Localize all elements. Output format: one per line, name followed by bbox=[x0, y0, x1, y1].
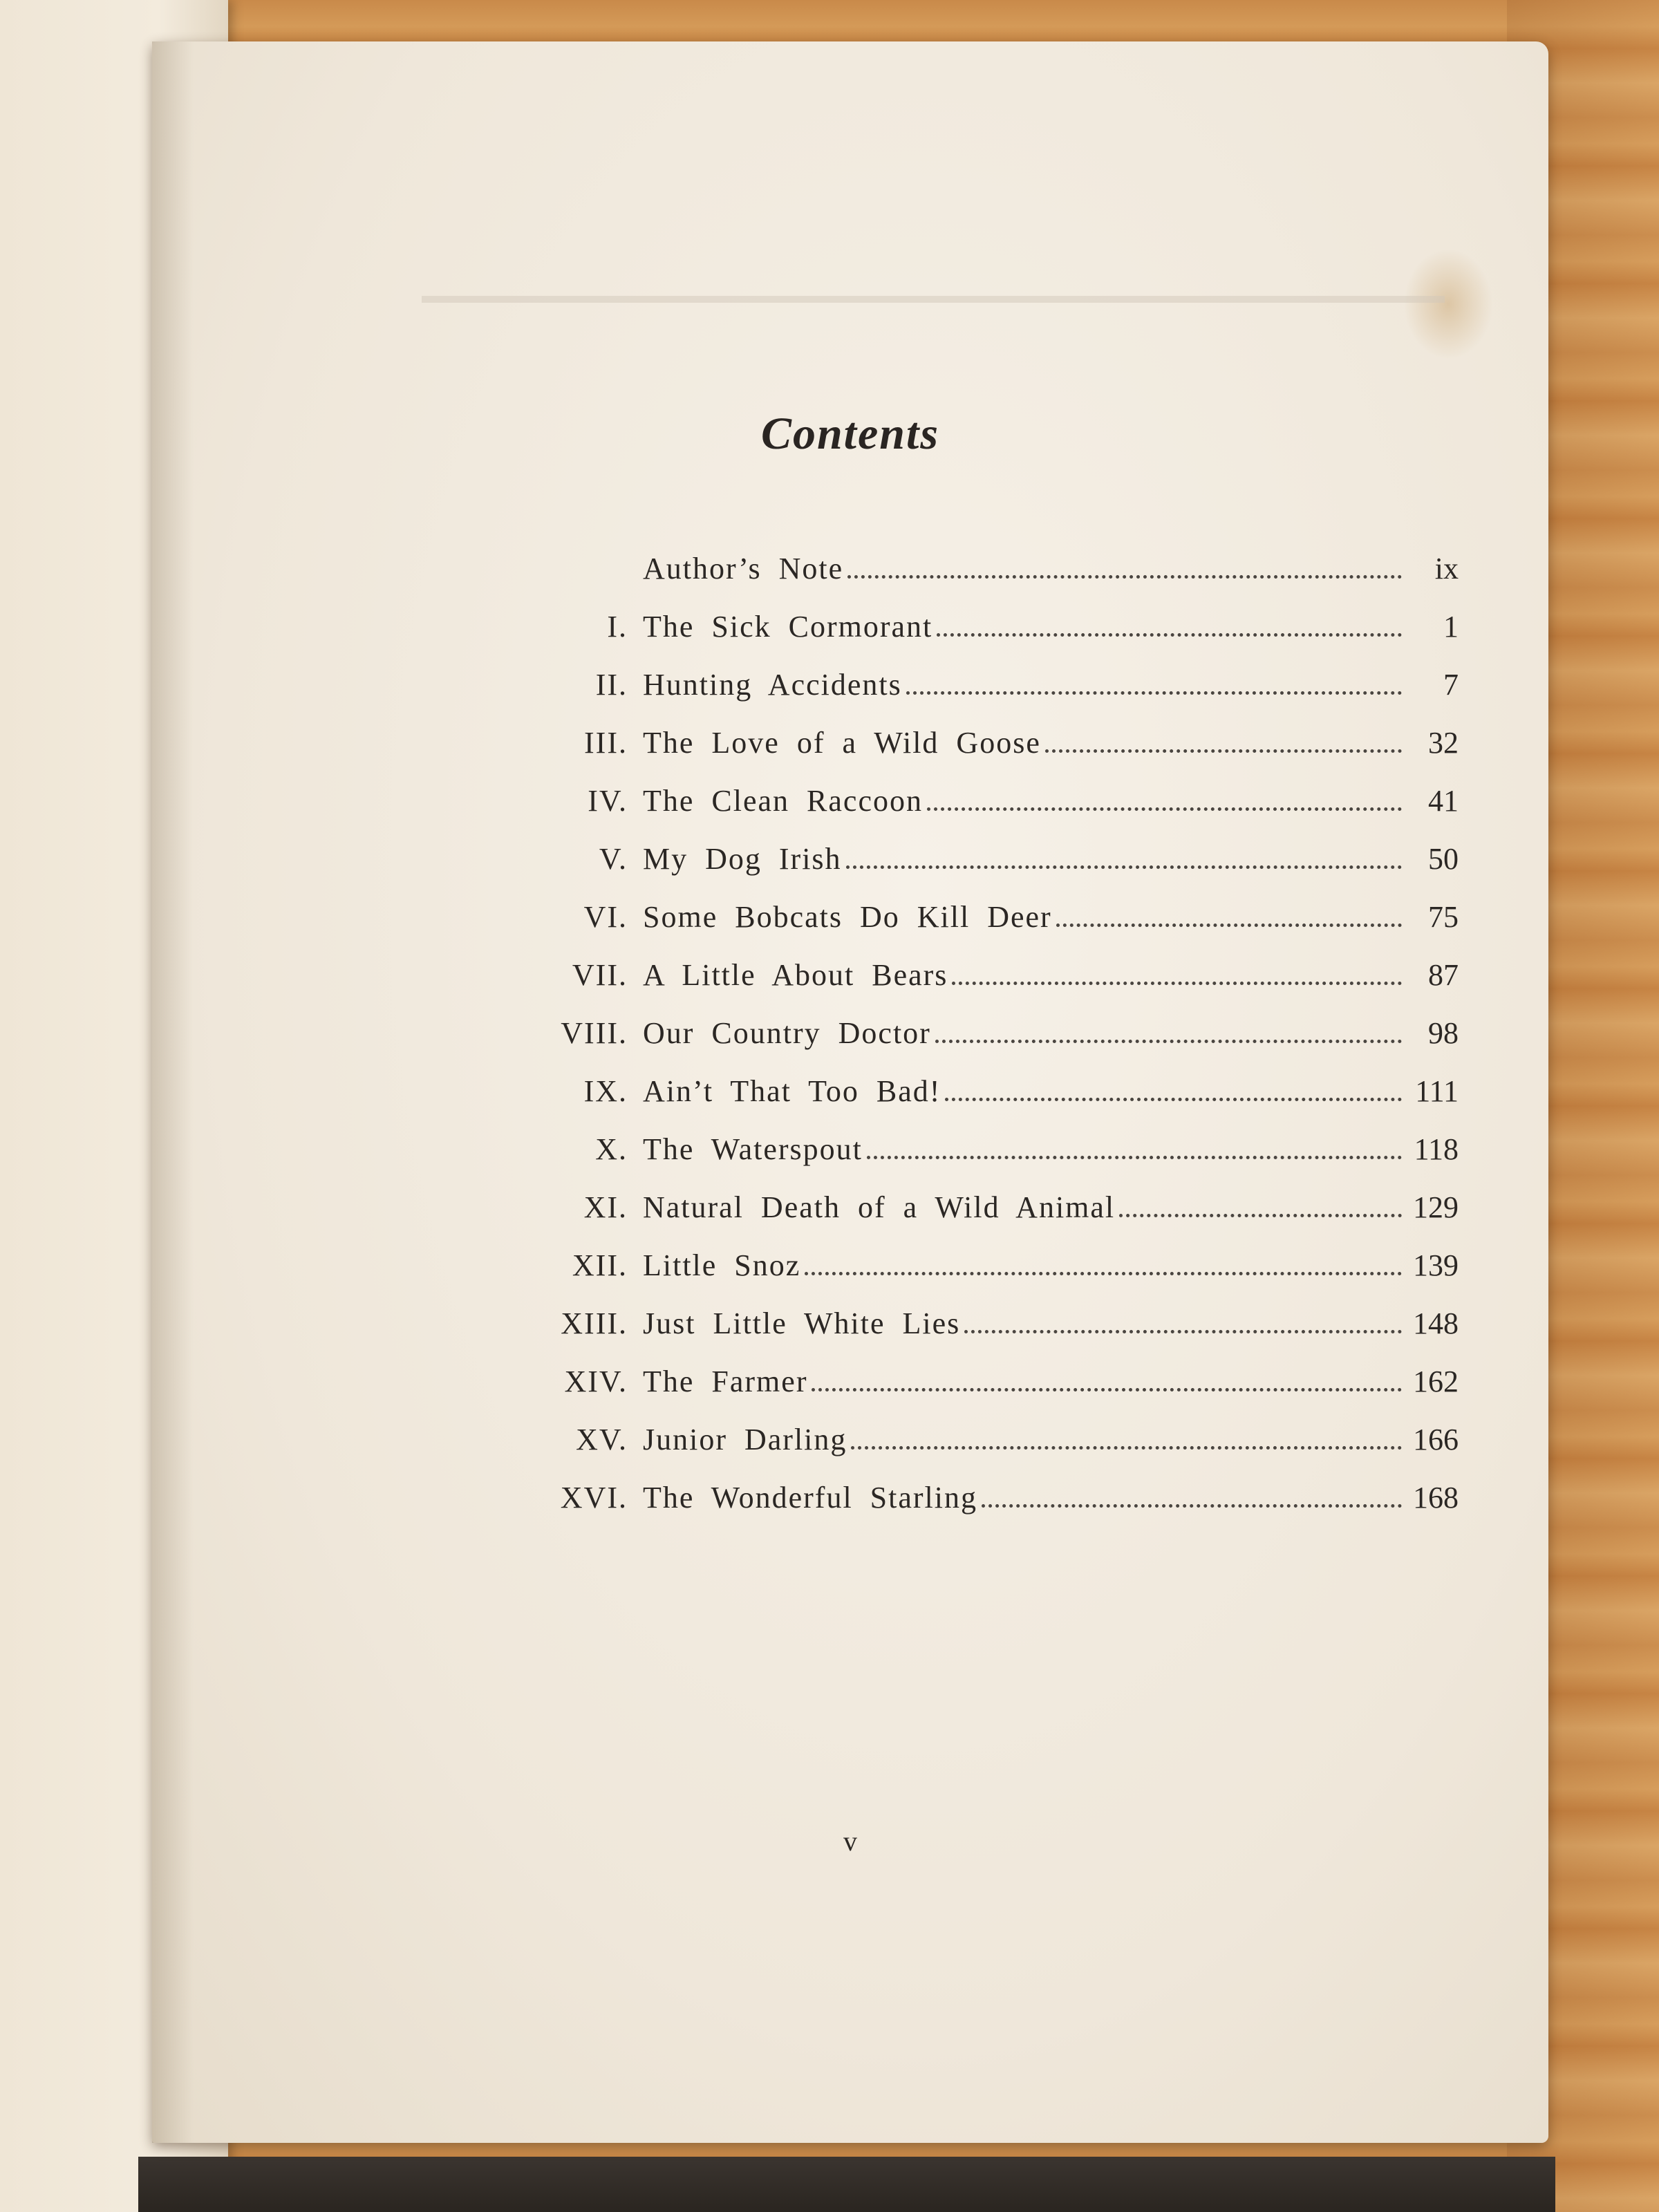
chapter-title: The Wonderful Starling bbox=[643, 1480, 978, 1515]
dot-leader bbox=[847, 575, 1402, 579]
toc-entry bbox=[380, 655, 1459, 713]
page-number: 139 bbox=[1413, 1248, 1459, 1282]
toc-entry bbox=[380, 713, 1459, 771]
toc-entry bbox=[380, 1236, 1459, 1294]
chapter-title: Hunting Accidents bbox=[643, 667, 902, 702]
dot-leader bbox=[1119, 1214, 1402, 1217]
dot-leader bbox=[812, 1388, 1402, 1391]
faint-bleed-line bbox=[422, 296, 1445, 303]
chapter-title: Junior Darling bbox=[643, 1422, 847, 1456]
toc-entry bbox=[380, 888, 1459, 946]
dot-leader bbox=[805, 1272, 1402, 1275]
toc-entry bbox=[380, 830, 1459, 888]
chapter-number: VI. bbox=[583, 899, 628, 934]
chapter-number: VII. bbox=[572, 957, 628, 992]
chapter-title: Ain’t That Too Bad! bbox=[643, 1074, 941, 1108]
page-number: 7 bbox=[1443, 667, 1459, 702]
dot-leader bbox=[867, 1156, 1402, 1159]
chapter-number: III. bbox=[584, 725, 628, 760]
page-number: 75 bbox=[1428, 899, 1459, 934]
dot-leader bbox=[1056, 924, 1402, 927]
chapter-title: The Sick Cormorant bbox=[643, 609, 933, 644]
chapter-number: IV. bbox=[588, 783, 628, 818]
chapter-title: The Waterspout bbox=[643, 1132, 863, 1166]
chapter-number: XVI. bbox=[560, 1480, 628, 1515]
dot-leader bbox=[964, 1330, 1402, 1333]
chapter-title: Author’s Note bbox=[643, 551, 844, 585]
toc-entry bbox=[380, 597, 1459, 655]
page-number: 111 bbox=[1415, 1074, 1459, 1108]
chapter-number: VIII. bbox=[561, 1015, 628, 1050]
toc-entry bbox=[380, 1468, 1459, 1526]
page-number: 118 bbox=[1414, 1132, 1459, 1166]
page-number: 41 bbox=[1428, 783, 1459, 818]
chapter-title: The Clean Raccoon bbox=[643, 783, 923, 818]
page-number: ix bbox=[1434, 551, 1459, 585]
chapter-title: The Farmer bbox=[643, 1364, 808, 1398]
page-number: 87 bbox=[1428, 957, 1459, 992]
chapter-number: IX. bbox=[583, 1074, 628, 1108]
toc-entry bbox=[380, 539, 1459, 597]
toc-entry bbox=[380, 946, 1459, 1004]
chapter-number: XIII. bbox=[561, 1306, 628, 1340]
toc-entry bbox=[380, 1178, 1459, 1236]
chapter-number: XV. bbox=[576, 1422, 628, 1456]
dot-leader bbox=[1045, 749, 1402, 753]
page-number: 129 bbox=[1413, 1190, 1459, 1224]
chapter-title: Our Country Doctor bbox=[643, 1015, 931, 1050]
chapter-number: II. bbox=[595, 667, 628, 702]
page-number: 50 bbox=[1428, 841, 1459, 876]
toc-entry bbox=[380, 1410, 1459, 1468]
toc-entry bbox=[380, 1294, 1459, 1352]
toc-entry bbox=[380, 1062, 1459, 1120]
page-number: 166 bbox=[1413, 1422, 1459, 1456]
page-stain bbox=[1403, 249, 1493, 359]
dot-leader bbox=[935, 1040, 1402, 1043]
chapter-title: My Dog Irish bbox=[643, 841, 842, 876]
dot-leader bbox=[937, 633, 1402, 637]
chapter-number: I. bbox=[607, 609, 628, 644]
chapter-title: Natural Death of a Wild Animal bbox=[643, 1190, 1116, 1224]
dot-leader bbox=[982, 1504, 1402, 1508]
chapter-number: XIV. bbox=[564, 1364, 628, 1398]
dot-leader bbox=[851, 1446, 1402, 1450]
book-cover-edge bbox=[138, 2157, 1555, 2212]
chapter-number: XI. bbox=[583, 1190, 628, 1224]
chapter-title: Little Snoz bbox=[643, 1248, 801, 1282]
chapter-title: Some Bobcats Do Kill Deer bbox=[643, 899, 1052, 934]
chapter-number: V. bbox=[599, 841, 628, 876]
dot-leader bbox=[927, 807, 1402, 811]
contents-title: Contents bbox=[760, 409, 940, 459]
page-number: 162 bbox=[1413, 1364, 1459, 1398]
toc-entry bbox=[380, 771, 1459, 830]
chapter-title: A Little About Bears bbox=[643, 957, 948, 992]
toc-entry bbox=[380, 1004, 1459, 1062]
book-page bbox=[152, 41, 1548, 2143]
page-number: 168 bbox=[1413, 1480, 1459, 1515]
chapter-number: X. bbox=[595, 1132, 628, 1166]
page-folio: v bbox=[843, 1826, 857, 1857]
chapter-title: The Love of a Wild Goose bbox=[643, 725, 1041, 760]
toc-entry bbox=[380, 1120, 1459, 1178]
toc-entry bbox=[380, 1352, 1459, 1410]
page-number: 98 bbox=[1428, 1015, 1459, 1050]
chapter-title: Just Little White Lies bbox=[643, 1306, 961, 1340]
dot-leader bbox=[952, 982, 1402, 985]
page-number: 1 bbox=[1443, 609, 1459, 644]
dot-leader bbox=[846, 865, 1402, 869]
dot-leader bbox=[906, 691, 1402, 695]
page-number: 32 bbox=[1428, 725, 1459, 760]
chapter-number: XII. bbox=[572, 1248, 628, 1282]
table-of-contents bbox=[380, 539, 1459, 1526]
dot-leader bbox=[945, 1098, 1402, 1101]
page-number: 148 bbox=[1413, 1306, 1459, 1340]
